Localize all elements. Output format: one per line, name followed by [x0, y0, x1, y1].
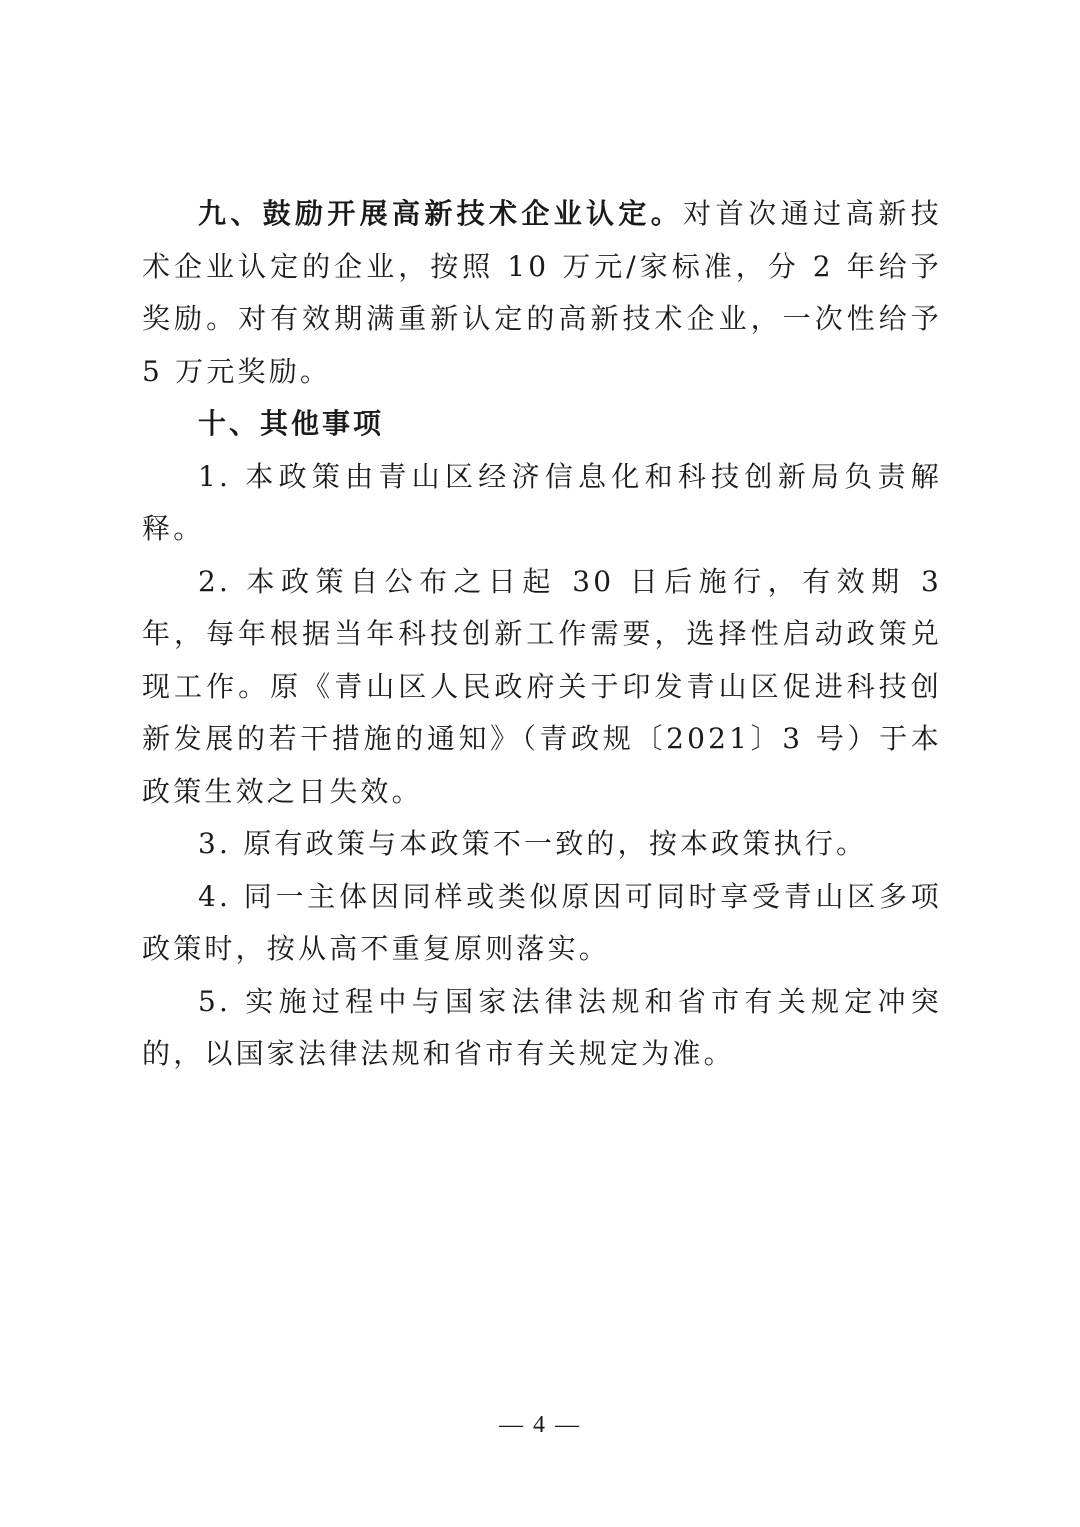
- section-9-paragraph: [142, 188, 942, 398]
- page-number: — 4 —: [499, 1412, 581, 1438]
- list-item-5: 5. 实施过程中与国家法律法规和省市有关规定冲突的，以国家法律法规和省市有关规定为准。: [142, 984, 942, 1070]
- list-item-3: 3. 原有政策与本政策不一致的，按本政策执行。: [198, 827, 868, 860]
- section-9-heading: 九、鼓励开展高新技术企业认定。: [198, 197, 684, 230]
- list-item-4: 4. 同一主体因同样或类似原因可同时享受青山区多项政策时，按从高不重复原则落实。: [142, 879, 942, 965]
- section-10-paragraph: [142, 398, 942, 451]
- section-10-heading: 十、其他事项: [198, 407, 385, 440]
- list-item-1: 1. 本政策由青山区经济信息化和科技创新局负责解释。: [142, 459, 942, 545]
- list-item-2: 2. 本政策自公布之日起 30 日后施行，有效期 3 年，每年根据当年科技创新工作需要，选择性启动政策兑现工作。原《青山区人民政府关于印发青山区促进科技创新发展的若干措施的通知》（青政规〔2021〕3 号）于本政策生效之日失效。: [142, 564, 942, 808]
- section-9-body: 对首次通过高新技术企业认定的企业，按照 10 万元/家标准，分 2 年给予奖励。对有效期满重新认定的高新技术企业，一次性给予 5 万元奖励。: [142, 197, 942, 388]
- document-body: [142, 188, 942, 1081]
